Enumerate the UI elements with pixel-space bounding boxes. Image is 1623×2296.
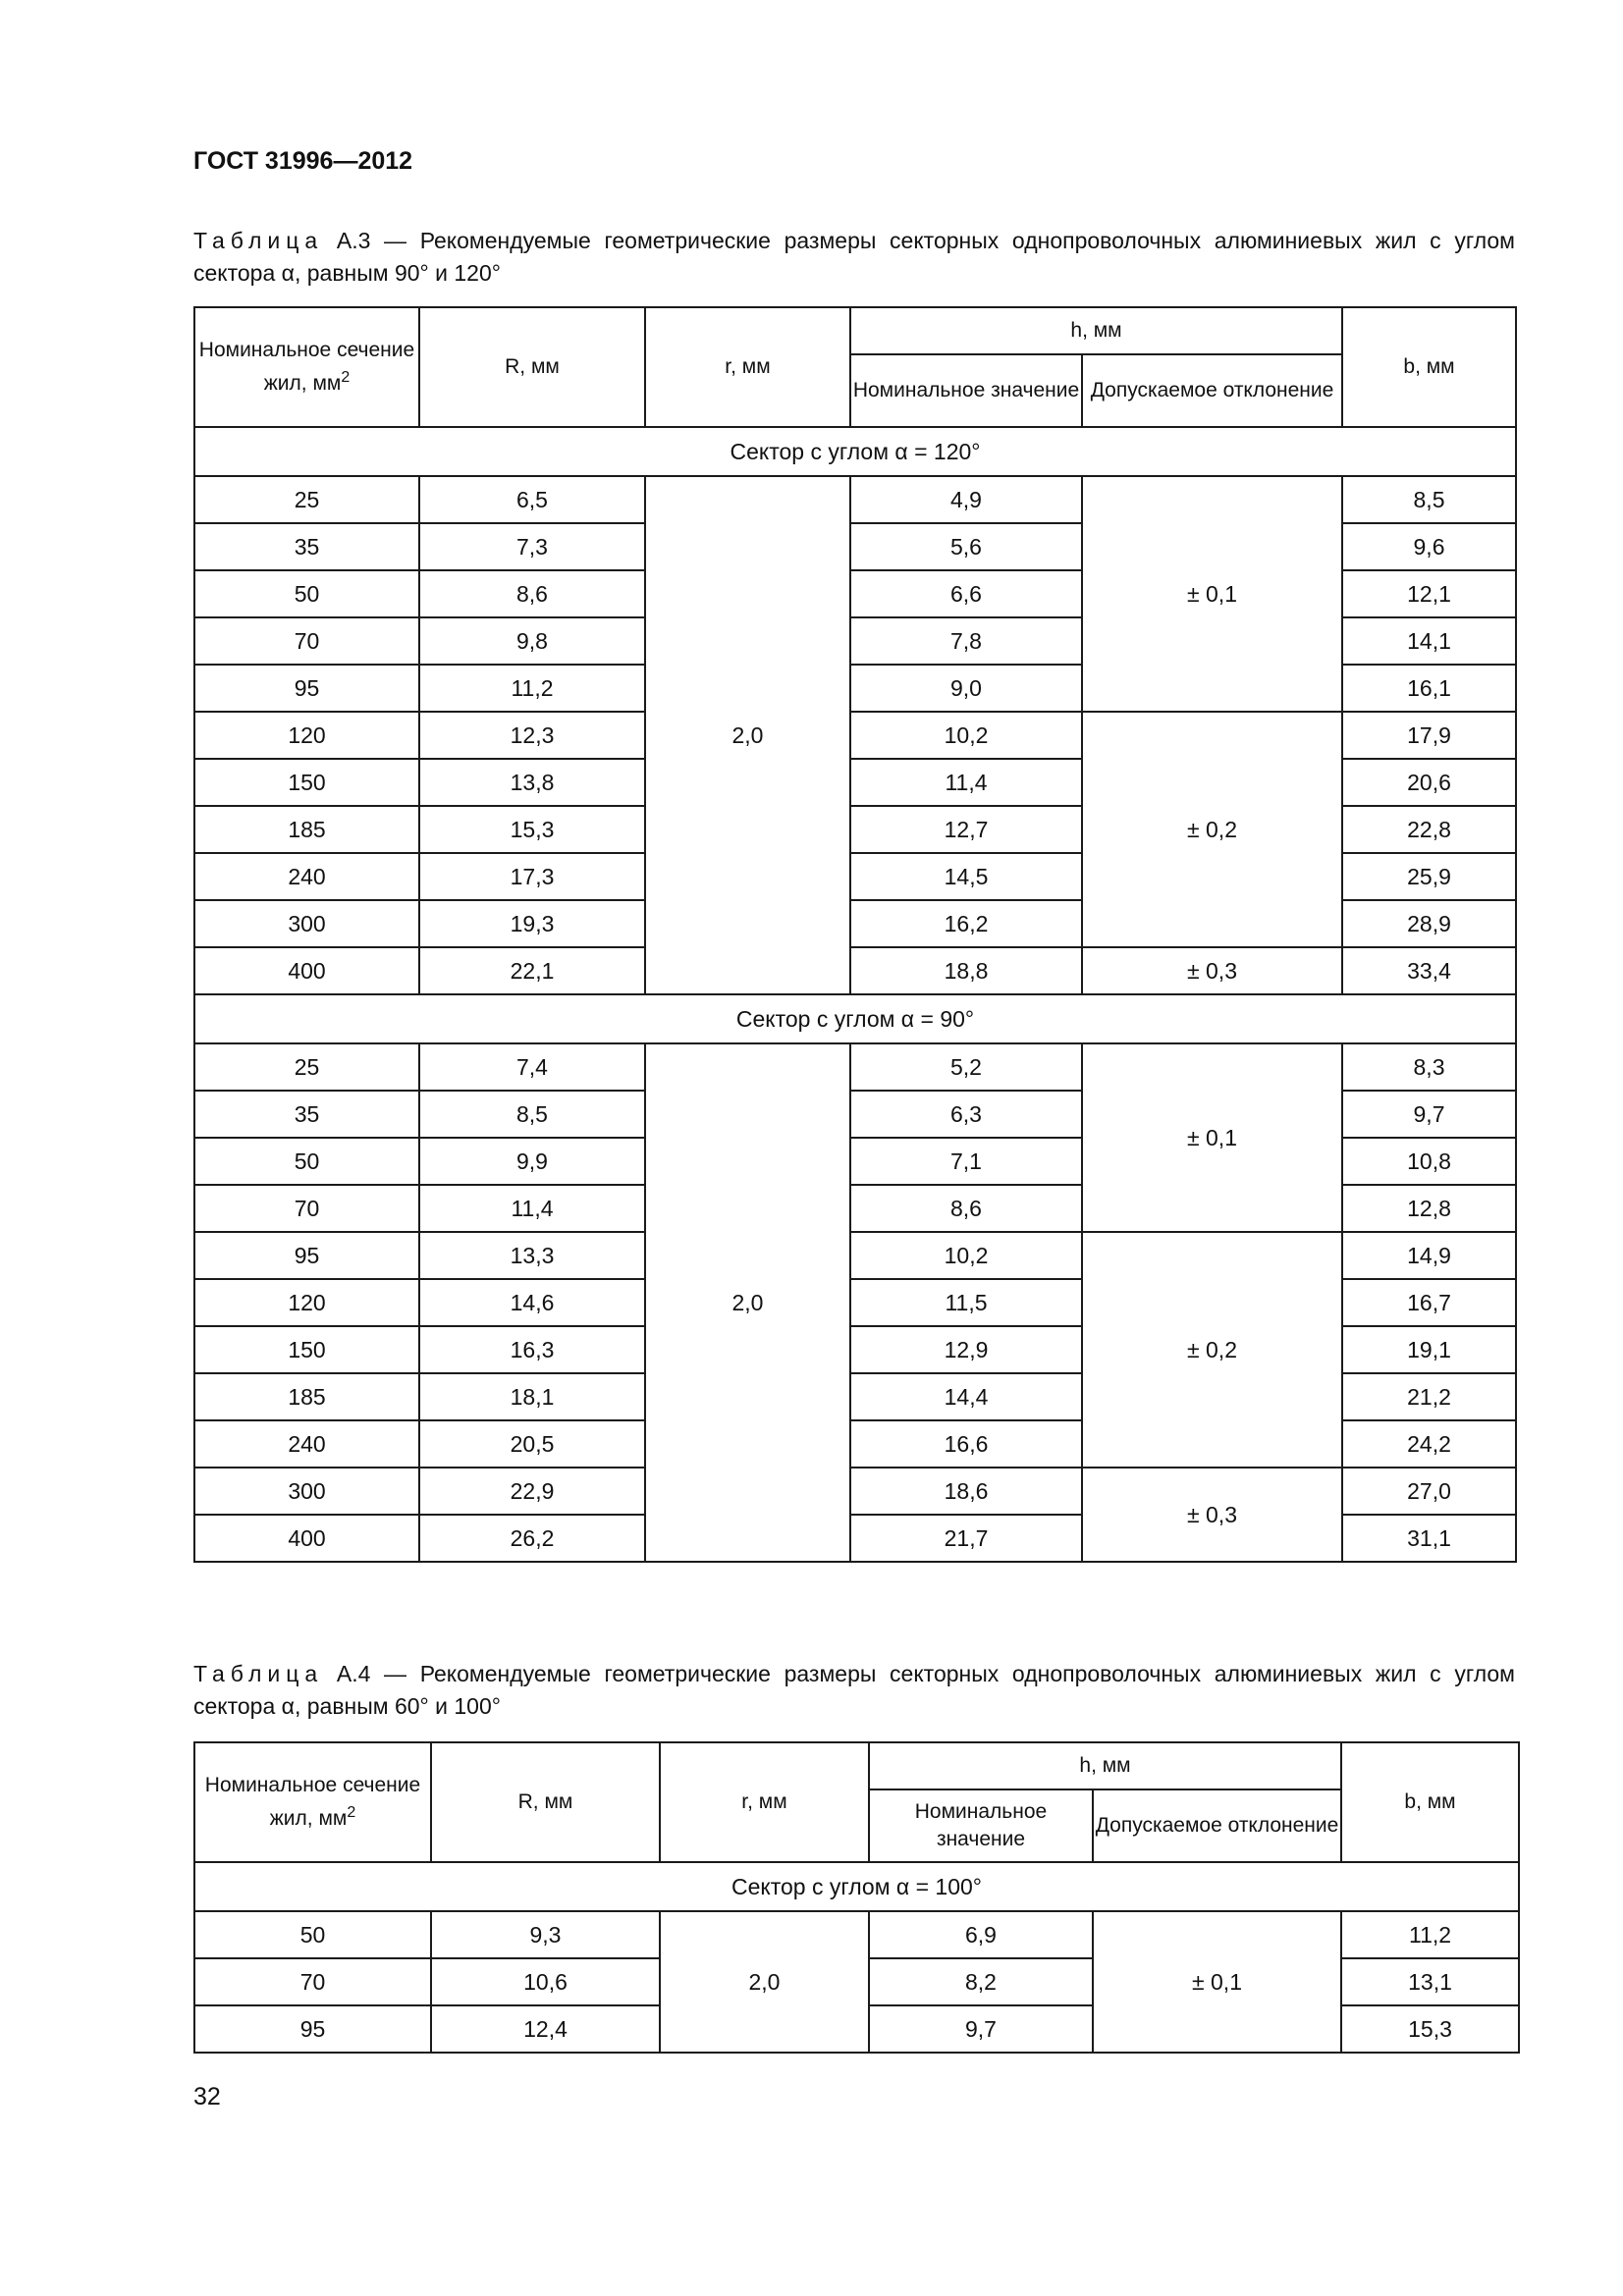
cell-section: 50	[194, 1138, 419, 1185]
cell-section: 70	[194, 1958, 431, 2005]
cell-h: 6,3	[850, 1091, 1082, 1138]
cell-b: 27,0	[1342, 1468, 1516, 1515]
col-h-tolerance-header: Допускаемое отклонение	[1093, 1789, 1341, 1862]
cell-section: 120	[194, 1279, 419, 1326]
cell-R: 12,4	[431, 2005, 660, 2053]
cell-section: 300	[194, 900, 419, 947]
page-number: 32	[193, 2083, 221, 2110]
cell-section: 185	[194, 806, 419, 853]
col-r-header: r, мм	[660, 1742, 869, 1862]
table-row	[194, 947, 1516, 994]
table-a3-caption	[193, 225, 1515, 290]
cell-R: 13,8	[419, 759, 645, 806]
cell-h: 18,8	[850, 947, 1082, 994]
cell-b: 14,9	[1342, 1232, 1516, 1279]
cell-section: 50	[194, 1911, 431, 1958]
cell-section: 35	[194, 523, 419, 570]
cell-b: 9,7	[1342, 1091, 1516, 1138]
cell-R: 10,6	[431, 1958, 660, 2005]
sector-title: Сектор с углом α = 90°	[194, 994, 1516, 1043]
col-b-header: b, мм	[1341, 1742, 1519, 1862]
cell-r-merged: 2,0	[660, 1911, 869, 2053]
cell-R: 16,3	[419, 1326, 645, 1373]
cell-h: 16,6	[850, 1420, 1082, 1468]
cell-tolerance-merged: ± 0,2	[1082, 712, 1342, 947]
cell-R: 7,3	[419, 523, 645, 570]
cell-b: 9,6	[1342, 523, 1516, 570]
cell-h: 7,8	[850, 617, 1082, 665]
cell-b: 15,3	[1341, 2005, 1519, 2053]
cell-b: 12,1	[1342, 570, 1516, 617]
cell-h: 11,4	[850, 759, 1082, 806]
cell-R: 9,3	[431, 1911, 660, 1958]
cell-tolerance: ± 0,3	[1082, 947, 1342, 994]
cell-section: 25	[194, 476, 419, 523]
col-r-header: r, мм	[645, 307, 850, 427]
col-h-nominal-header: Номинальное значение	[869, 1789, 1093, 1862]
cell-section: 240	[194, 1420, 419, 1468]
cell-b: 20,6	[1342, 759, 1516, 806]
cell-R: 8,6	[419, 570, 645, 617]
col-h-header: h, мм	[850, 307, 1342, 354]
cell-b: 10,8	[1342, 1138, 1516, 1185]
cell-R: 14,6	[419, 1279, 645, 1326]
col-section-header: Номинальное сечение жил, $мм^2$	[194, 1742, 431, 1862]
cell-section: 240	[194, 853, 419, 900]
caption-text: А.3 — Рекомендуемые геометрические размеры секторных однопроволочных алюминиевых жил с углом сектора α, равным 90° и 120°	[193, 228, 1515, 286]
cell-section: 300	[194, 1468, 419, 1515]
table-row	[194, 1468, 1516, 1515]
col-h-nominal-header: Номинальное значение	[850, 354, 1082, 427]
cell-R: 22,1	[419, 947, 645, 994]
col-R-header: R, мм	[431, 1742, 660, 1862]
cell-tolerance-merged: ± 0,1	[1093, 1911, 1341, 2053]
sector-title: Сектор с углом α = 100°	[194, 1862, 1519, 1911]
cell-b: 11,2	[1341, 1911, 1519, 1958]
cell-h: 4,9	[850, 476, 1082, 523]
col-R-header: R, мм	[419, 307, 645, 427]
cell-r-merged: 2,0	[645, 1043, 850, 1562]
cell-section: 25	[194, 1043, 419, 1091]
cell-R: 26,2	[419, 1515, 645, 1562]
cell-h: 6,9	[869, 1911, 1093, 1958]
cell-b: 21,2	[1342, 1373, 1516, 1420]
col-h-header: h, мм	[869, 1742, 1341, 1789]
cell-R: 11,4	[419, 1185, 645, 1232]
cell-R: 18,1	[419, 1373, 645, 1420]
cell-R: 12,3	[419, 712, 645, 759]
caption-text: А.4 — Рекомендуемые геометрические размеры секторных однопроволочных алюминиевых жил с углом сектора α, равным 60° и 100°	[193, 1661, 1515, 1719]
caption-prefix: Таблица	[193, 228, 324, 253]
cell-R: 9,8	[419, 617, 645, 665]
cell-b: 33,4	[1342, 947, 1516, 994]
cell-r-merged: 2,0	[645, 476, 850, 994]
cell-h: 10,2	[850, 1232, 1082, 1279]
table-row	[194, 1043, 1516, 1091]
table-row	[194, 1911, 1519, 1958]
cell-R: 9,9	[419, 1138, 645, 1185]
cell-R: 17,3	[419, 853, 645, 900]
cell-R: 22,9	[419, 1468, 645, 1515]
col-h-tolerance-header: Допускаемое отклонение	[1082, 354, 1342, 427]
cell-h: 8,6	[850, 1185, 1082, 1232]
cell-b: 16,7	[1342, 1279, 1516, 1326]
cell-b: 13,1	[1341, 1958, 1519, 2005]
cell-h: 8,2	[869, 1958, 1093, 2005]
cell-R: 15,3	[419, 806, 645, 853]
cell-R: 13,3	[419, 1232, 645, 1279]
cell-h: 21,7	[850, 1515, 1082, 1562]
table-row	[194, 712, 1516, 759]
cell-section: 50	[194, 570, 419, 617]
cell-b: 14,1	[1342, 617, 1516, 665]
cell-R: 6,5	[419, 476, 645, 523]
document-code: ГОСТ 31996—2012	[193, 147, 413, 175]
cell-b: 28,9	[1342, 900, 1516, 947]
cell-b: 25,9	[1342, 853, 1516, 900]
cell-h: 9,7	[869, 2005, 1093, 2053]
cell-tolerance-merged: ± 0,3	[1082, 1468, 1342, 1562]
cell-R: 7,4	[419, 1043, 645, 1091]
cell-b: 24,2	[1342, 1420, 1516, 1468]
cell-R: 20,5	[419, 1420, 645, 1468]
cell-b: 16,1	[1342, 665, 1516, 712]
cell-tolerance-merged: ± 0,1	[1082, 1043, 1342, 1232]
cell-section: 95	[194, 1232, 419, 1279]
table-row	[194, 1232, 1516, 1279]
cell-h: 6,6	[850, 570, 1082, 617]
cell-R: 8,5	[419, 1091, 645, 1138]
cell-h: 12,9	[850, 1326, 1082, 1373]
cell-section: 400	[194, 1515, 419, 1562]
cell-section: 150	[194, 759, 419, 806]
table-a4-caption	[193, 1658, 1515, 1723]
table-a3	[193, 306, 1517, 1563]
cell-tolerance-merged: ± 0,2	[1082, 1232, 1342, 1468]
table-a4	[193, 1741, 1520, 2054]
cell-b: 8,3	[1342, 1043, 1516, 1091]
cell-section: 35	[194, 1091, 419, 1138]
col-b-header: b, мм	[1342, 307, 1516, 427]
caption-prefix: Таблица	[193, 1661, 324, 1686]
cell-section: 150	[194, 1326, 419, 1373]
cell-section: 185	[194, 1373, 419, 1420]
cell-h: 9,0	[850, 665, 1082, 712]
cell-section: 70	[194, 1185, 419, 1232]
cell-h: 5,2	[850, 1043, 1082, 1091]
cell-tolerance-merged: ± 0,1	[1082, 476, 1342, 712]
cell-R: 11,2	[419, 665, 645, 712]
cell-section: 95	[194, 665, 419, 712]
cell-b: 12,8	[1342, 1185, 1516, 1232]
cell-h: 10,2	[850, 712, 1082, 759]
cell-b: 17,9	[1342, 712, 1516, 759]
cell-section: 120	[194, 712, 419, 759]
cell-h: 11,5	[850, 1279, 1082, 1326]
cell-h: 14,4	[850, 1373, 1082, 1420]
cell-b: 22,8	[1342, 806, 1516, 853]
cell-h: 5,6	[850, 523, 1082, 570]
cell-section: 400	[194, 947, 419, 994]
cell-b: 31,1	[1342, 1515, 1516, 1562]
cell-h: 14,5	[850, 853, 1082, 900]
cell-b: 19,1	[1342, 1326, 1516, 1373]
cell-b: 8,5	[1342, 476, 1516, 523]
sector-title: Сектор с углом α = 120°	[194, 427, 1516, 476]
cell-section: 70	[194, 617, 419, 665]
cell-h: 7,1	[850, 1138, 1082, 1185]
cell-R: 19,3	[419, 900, 645, 947]
cell-section: 95	[194, 2005, 431, 2053]
cell-h: 12,7	[850, 806, 1082, 853]
cell-h: 16,2	[850, 900, 1082, 947]
table-row	[194, 476, 1516, 523]
cell-h: 18,6	[850, 1468, 1082, 1515]
col-section-header: Номинальное сечение жил, $мм^2$	[194, 307, 419, 427]
